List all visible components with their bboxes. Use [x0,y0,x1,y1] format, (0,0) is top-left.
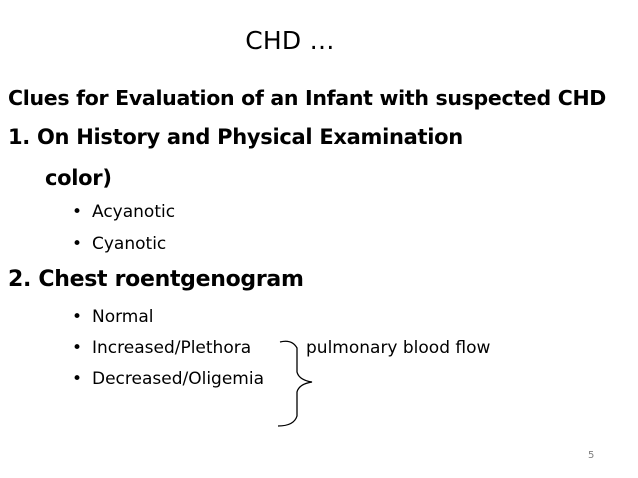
bullet-dot: • [72,234,83,254]
slide-title: CHD … [245,26,335,55]
bullet-label: Increased/Plethora [92,338,252,358]
history-exam-heading: 1. On History and Physical Examination [8,125,463,149]
chest-roentgenogram-heading: 2. Chest roentgenogram [8,267,304,292]
bullet-dot: • [72,338,83,358]
bullet-dot: • [72,202,83,222]
color-subheading: color) [45,166,112,190]
clues-heading: Clues for Evaluation of an Infant with suspected CHD [8,86,607,110]
page-number: 5 [588,450,595,461]
bullet-dot: • [72,307,83,327]
bullet-label: Decreased/Oligemia [92,369,265,389]
pulmonary-blood-flow-label: pulmonary blood flow [306,338,491,358]
bullet-label: Cyanotic [92,234,167,254]
bullet-dot: • [72,369,83,389]
bullet-label: Acyanotic [92,202,176,222]
bullet-label: Normal [92,307,154,327]
